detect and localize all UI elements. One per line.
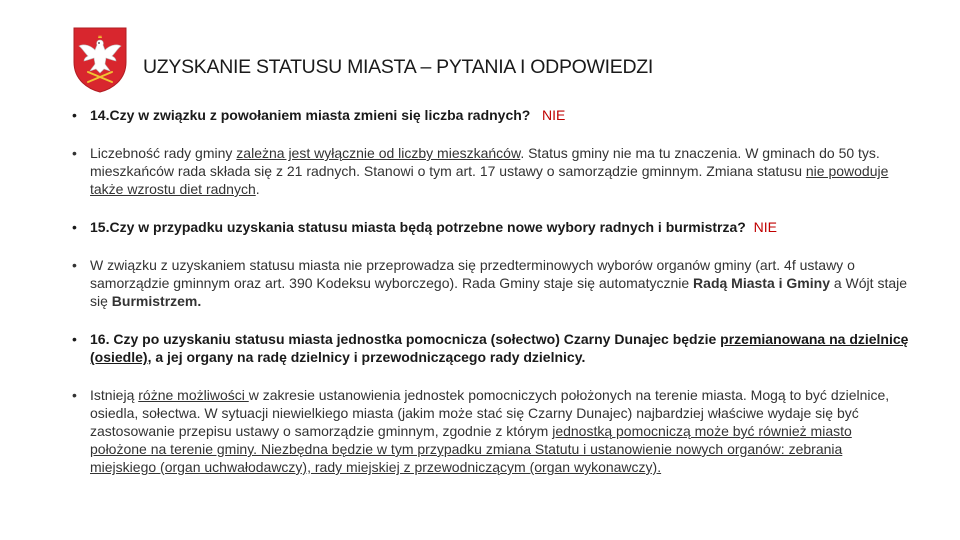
bold-text: Radą Miasta i Gminy xyxy=(693,275,830,291)
underlined-text: zależna jest wyłącznie od liczby mieszkańców xyxy=(236,145,521,161)
page-title: UZYSKANIE STATUSU MIASTA – PYTANIA I ODPOWIEDZI xyxy=(143,56,653,78)
bullet: • xyxy=(72,145,77,161)
list-item-question-16 xyxy=(72,330,912,366)
underlined-text: różne możliwości xyxy=(138,387,249,403)
bullet: • xyxy=(72,257,77,273)
content-list xyxy=(72,106,912,496)
bullet: • xyxy=(72,107,77,123)
body-text: Liczebność rady gminy xyxy=(90,145,237,161)
list-item-question-15 xyxy=(72,218,912,236)
body-text: W związku z uzyskaniem statusu miasta nie przeprowadza się przedterminowych wyborów organów gminy (art. 4f ustawy o samorządzie gminnym oraz art. 390 Kodeksu wyborczego). Rada Gminy staje się automatycznie xyxy=(90,257,855,291)
list-item-question-14 xyxy=(72,106,912,124)
question-underlined-text: przemianowana na dzielnicę (osiedle) xyxy=(90,331,909,365)
bullet: • xyxy=(72,387,77,403)
body-text: w zakresie ustanowienia jednostek pomocniczych położonych na terenie miasta. Mogą to być dzielnice, osiedla, sołectwa. W sytuacji niewielkiego miasta (jakim może stać się Czarny Dunajec) najbardziej właściwe wydaje się być zastosowanie przepisu ustawy o samorządzie gminnym, zgodnie z którym xyxy=(90,387,890,439)
bullet: • xyxy=(72,331,77,347)
coat-of-arms-icon xyxy=(72,26,128,94)
answer-badge: NIE xyxy=(542,107,566,123)
body-text: a Wójt staje się xyxy=(90,275,908,309)
body-text: . Status gminy nie ma tu znaczenia. W gminach do 50 tys. mieszkańców rada składa się z 21 radnych. Stanowi o tym art. 17 ustawy o samorządzie gminnym. Zmiana statusu xyxy=(90,145,880,179)
bold-text: Burmistrzem. xyxy=(111,293,202,309)
question-text: 16. Czy po uzyskaniu statusu miasta jednostka pomocnicza (sołectwo) Czarny Dunajec będzie xyxy=(90,331,721,347)
list-item-answer-15 xyxy=(72,256,912,310)
bullet: • xyxy=(72,219,77,235)
question-text: 15.Czy w przypadku uzyskania statusu miasta będą potrzebne nowe wybory radnych i burmistrza? xyxy=(90,219,746,235)
list-item-answer-16 xyxy=(72,386,912,476)
body-text: Istnieją xyxy=(90,387,139,403)
question-text: , a jej organy na radę dzielnicy i przewodniczącego rady dzielnicy. xyxy=(147,349,586,365)
underlined-text: nie powoduje także wzrostu diet radnych xyxy=(90,163,889,197)
question-text: 14.Czy w związku z powołaniem miasta zmieni się liczba radnych? xyxy=(90,107,531,123)
underlined-text: jednostką pomocniczą może być również miasto położone na terenie gminy. Niezbędna będzie w tym przypadku zmiana Statutu i ustanowienie nowych organów: zebrania miejskiego (organ uchwałodawczy), rady miejskiej z przewodniczącym (organ wykonawczy). xyxy=(90,423,852,475)
answer-badge: NIE xyxy=(753,219,777,235)
body-text: . xyxy=(255,181,260,197)
list-item-answer-14 xyxy=(72,144,912,198)
